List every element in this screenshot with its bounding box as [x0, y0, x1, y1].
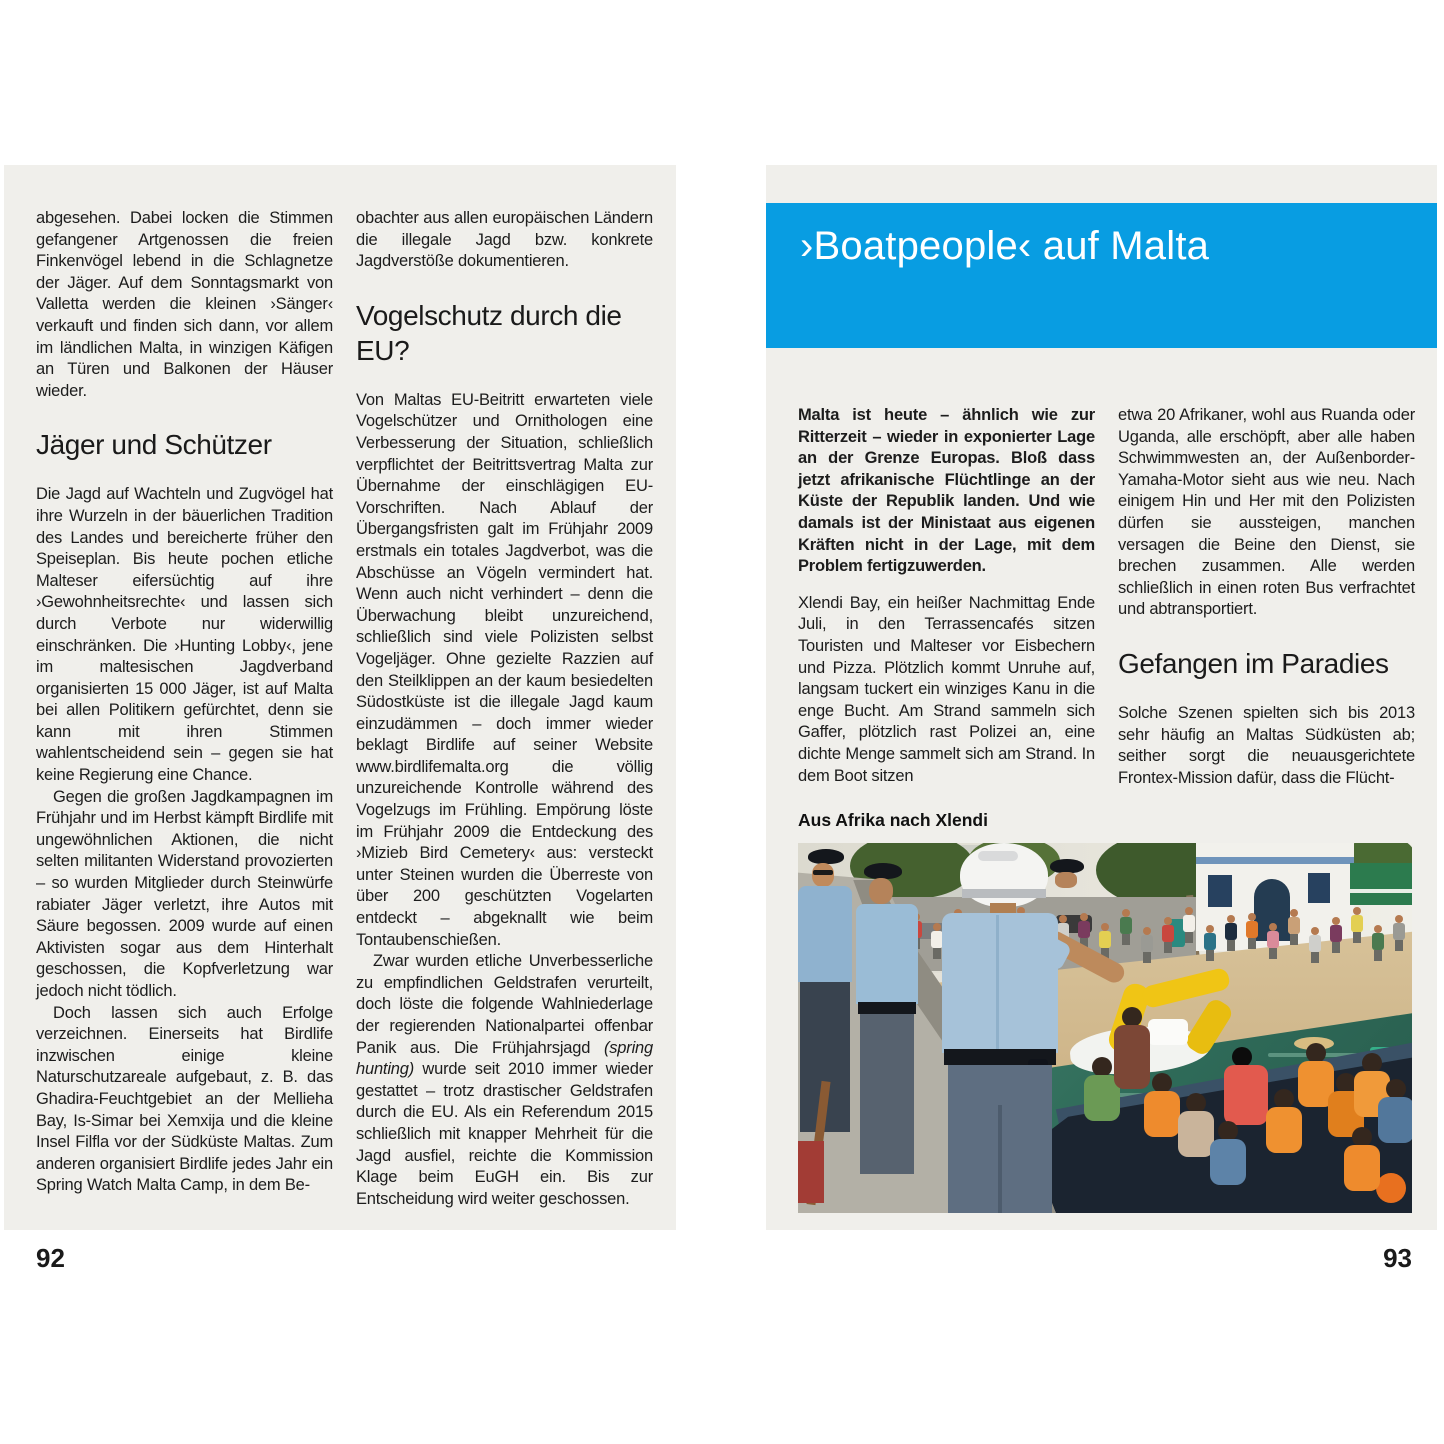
section-heading-vogelschutz: Vogelschutz durch die EU?	[356, 299, 622, 366]
helmet-visor	[962, 889, 1046, 898]
paragraph: Solche Szenen spielten sich bis 2013 sehr häufig an Maltas Südküsten ab; seither sorgt die neuausgerichtete Frontex-Mission dafür, dass die Flücht-	[1118, 703, 1415, 787]
section-heading-jaeger-und-schuetzer: Jäger und Schützer	[36, 429, 272, 461]
paragraph-continuation: obachter aus allen europäischen Ländern die illegale Jagd bzw. konkrete Jagdverstöße dokumentieren.	[356, 209, 653, 271]
paragraph: Xlendi Bay, ein heißer Nachmittag Ende Juli, in den Terrassencafés sitzen Touristen und Malteser vor Eisbechern und Pizza. Plötzlich kommt Unruhe auf, langsam tuckert ein winziges Kanu in die enge Bucht. Am Strand sammeln sich Gaffer, plötzlich rast Polizei an, eine dichte Menge sammelt sich am Strand. In dem Boot sitzen	[798, 593, 1095, 785]
paragraph-text: wurde seit 2010 immer wieder gestattet – trotz drastischer Geldstrafen durch die EU. Als ein Referendum 2015 schließlich mit knapper Mehrheit für die Jagd ausfiel, reichte die Kommission Klage beim EuGH ein. Bis zur Entscheidung wird weiter geschossen.	[356, 1060, 653, 1208]
paragraph-text: Zwar wurden etliche Unverbesserliche zu empfindlichen Geldstrafen verurteilt, doch löste die folgende Wahlniederlage der regierenden Nationalpartei offenbar Panik aus. Die Frühjahrsjagd	[356, 952, 653, 1057]
duty-belt	[858, 1002, 916, 1014]
section-heading-gefangen-im-paradies: Gefangen im Paradies	[1118, 647, 1389, 679]
police-shirt	[856, 904, 918, 1004]
chapter-header-band	[766, 203, 1437, 348]
police-cap	[808, 849, 844, 864]
trouser-split	[998, 1105, 1002, 1213]
right-page-column-1	[798, 405, 1095, 787]
left-page-column-2	[356, 208, 653, 1210]
page-number-right: 93	[1383, 1243, 1412, 1273]
police-cap	[1050, 859, 1084, 873]
page-left	[4, 165, 676, 1230]
paragraph: Doch lassen sich auch Erfolge verzeichnen. Einerseits hat Birdlife inzwischen einige kleine Naturschutzareale aufgebaut, z. B. das Ghadira-Feuchtgebiet an der Mellieha Bay, Is-Simar bei Xemxija und die kleine Insel Filfla vor der Südküste Maltas. Zum anderen organisiert Birdlife jedes Jahr ein Spring Watch Malta Camp, in dem Be-	[36, 1003, 333, 1195]
police-officer	[856, 863, 920, 1203]
paragraph: Gegen die großen Jagdkampagnen im Frühjahr und im Herbst kämpft Birdlife mit ungewöhnlichen Aktionen, die nicht selten militanten Widerstand provozierten – so wurden Mitglieder durch Steinwürfe rabiater Jäger verletzt, ihre Autos mit Säure begossen. 2009 wurde auf einen Aktivisten sogar aus dem Hinterhalt geschossen, die Kopfverletzung war jedoch nicht tödlich.	[36, 787, 333, 1000]
police-officer-partial	[1050, 859, 1090, 893]
left-page-column-1	[36, 208, 333, 1197]
helmet-vent	[978, 851, 1018, 861]
police-shirt	[798, 886, 852, 982]
police-officer-with-helmet	[932, 843, 1132, 1213]
police-officer	[798, 849, 852, 1179]
paragraph-continuation: etwa 20 Afrikaner, wohl aus Ruanda oder Uganda, alle erschöpft, aber alle haben Schwimmwesten an, der Außenborder-Yamaha-Motor sieht aus wie neu. Nach einigem Hin und Her mit den Polizisten dürfen sie aussteigen, manchen versagen die Beine den Dienst, sie brechen zusammen. Alle werden schließlich in einen roten Bus verfrachtet und abtransportiert.	[1118, 406, 1415, 619]
page-number-left: 92	[36, 1243, 65, 1273]
paragraph-continuation: abgesehen. Dabei locken die Stimmen gefangener Artgenossen die freien Finkenvögel lebend in die Schlagnetze der Jäger. Auf dem Sonntagsmarkt von Valletta werden die kleinen ›Sänger‹ verkauft und finden sich dann, vor allem im ländlichen Malta, in winzigen Käfigen an Türen und Balkonen der Häuser wieder.	[36, 209, 333, 400]
sunglasses	[813, 870, 833, 875]
police-shirt	[942, 913, 1058, 1053]
officer-head	[812, 863, 834, 887]
officer-head	[1055, 872, 1077, 888]
page-right	[766, 165, 1437, 1230]
intro-paragraph: Malta ist heute – ähnlich wie zur Ritterzeit – wieder in exponierter Lage an der Grenze Europas. Bloß dass jetzt afrikanische Flüchtlinge an der Küste der Republik landen. Und wie damals ist der Ministaat aus eigenen Kräften nicht in der Lage, mit dem Problem fertigzuwerden.	[798, 406, 1095, 576]
chapter-title: ›Boatpeople‹ auf Malta	[800, 224, 1210, 268]
italic-term: (spring hunting)	[356, 1038, 653, 1079]
shirt-seam	[996, 915, 999, 1051]
photo-caption: Aus Afrika nach Xlendi	[798, 810, 988, 830]
police-trousers	[860, 1014, 914, 1174]
police-officers	[798, 843, 1412, 1213]
bystander-red-clothes	[798, 1141, 824, 1203]
right-page-column-2	[1118, 405, 1415, 789]
paragraph	[356, 951, 653, 1210]
officer-head	[869, 878, 893, 904]
police-cap	[864, 863, 902, 879]
paragraph: Von Maltas EU-Beitritt erwarteten viele Vogelschützer und Ornithologen eine Verbesserung der Situation, schließlich verpflichtet der Beitrittsvertrag Malta zur Übernahme der einschlägigen EU-Vorschriften. Nach Ablauf der Übergangsfristen galt im Frühjahr 2009 erstmals ein totales Jagdverbot, was die Abschüsse an Vögeln vermindert hat. Wenn auch nicht verhindert – denn die Überwachung bleibt unzureichend, schließlich sind viele Polizisten selbst Vogeljäger. Ohne gezielte Razzien auf den Steilklippen an der kaum besiedelten Südostküste ist die illegale Jagd kaum einzudämmen – doch immer wieder beklagt Birdlife auf seiner Website www.birdlifemalta.org die völlig unzureichende Kontrolle während des Vogelzugs im Frühling. Empörung löste im Frühjahr 2009 die Entdeckung des ›Mizieb Bird Cemetery‹ aus: versteckt unter Steinen wurden die Überreste von über 200 geschützten Vogelarten entdeckt – abgeknallt wie beim Tontaubenschießen.	[356, 390, 653, 949]
paragraph: Die Jagd auf Wachteln und Zugvögel hat ihre Wurzeln in der bäuerlichen Tradition des Landes und bereicherte früher den Speiseplan. Bis heute pochen etliche Malteser eifersüchtig auf ihre ›Gewohnheitsrechte‹ und lassen sich durch Verbote nur widerwillig einschränken. Die ›Hunting Lobby‹, jene im maltesischen Jagdverband organisierten 15 000 Jäger, ist auf Malta bei allen Politikern gefürchtet, denn sie kann mit ihren Stimmen wahlentscheidend sein – gegen sie hat keine Regierung eine Chance.	[36, 485, 333, 785]
photo-boatpeople	[798, 843, 1412, 1213]
